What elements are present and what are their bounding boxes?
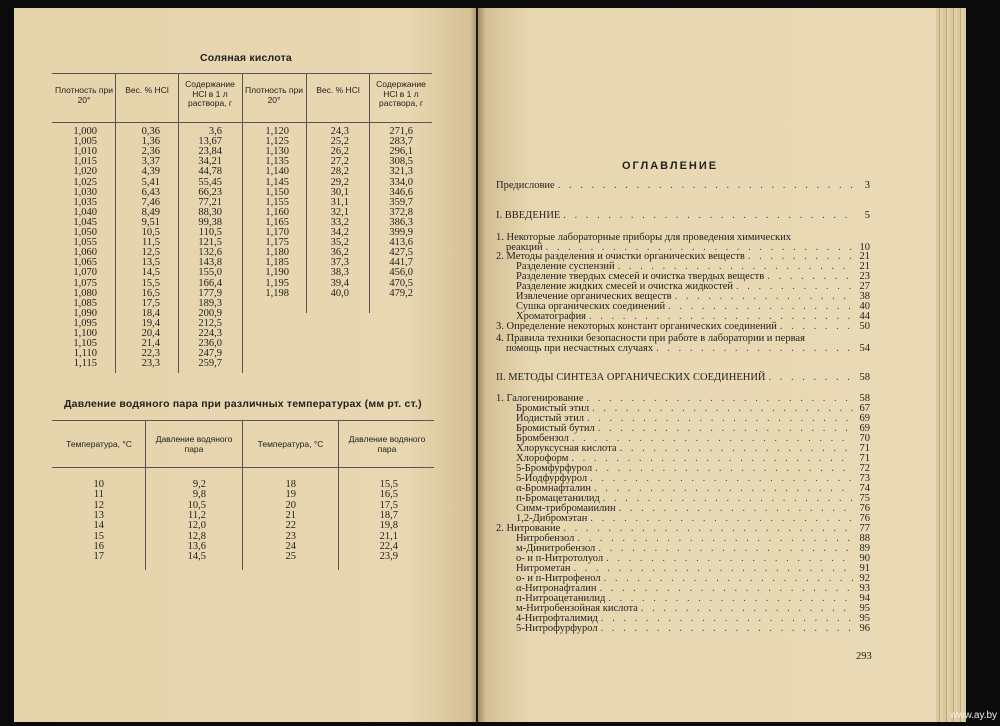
toc-entry-label: Иодистый этил	[516, 413, 584, 424]
toc-entry-page: 76	[859, 513, 870, 524]
toc-entry-page: 77	[859, 523, 870, 534]
hcl-cell: 19,4	[141, 317, 160, 329]
hcl-header-content: Содержание HCl в 1 л раствора, г	[185, 79, 235, 108]
toc-entry-label: 4-Нитрофталимид	[516, 613, 598, 624]
hcl-cell: 271,6	[389, 126, 413, 137]
hcl-cell: 470,5	[389, 277, 413, 289]
hcl-cell: 1,095	[73, 317, 97, 329]
hcl-cell: 4,39	[141, 166, 160, 178]
hcl-cell: 24,3	[330, 126, 349, 137]
hcl-cell: 346,6	[389, 186, 413, 198]
hcl-cell: 1,165	[265, 216, 289, 228]
hcl-cell: 236,0	[198, 338, 222, 350]
toc-entry-page: 93	[859, 583, 870, 594]
toc-entry-page: 95	[859, 603, 870, 614]
toc-entry-label: 5-Нитрофурфурол	[516, 623, 598, 634]
hcl-cell: 1,060	[73, 247, 97, 259]
hcl-cell: 2,36	[141, 146, 160, 158]
toc-entry-page: 3	[864, 180, 870, 191]
toc-entry-label: о- и п-Нитротолуол	[516, 553, 604, 564]
toc-entry-label: 1. Некоторые лабораторные приборы для проведения химических	[496, 232, 791, 243]
toc-leader-dots	[656, 343, 853, 355]
toc-entry-label: Нитробензол	[516, 533, 575, 544]
hcl-cell: 1,120	[265, 126, 289, 137]
vapor-cell: 17	[93, 551, 104, 563]
page-edge-stack	[936, 8, 966, 722]
hcl-cell: 9,51	[141, 216, 160, 228]
toc-entry-label: 1,2-Дибромэтан	[516, 513, 588, 524]
hcl-cell: 40,0	[330, 287, 349, 299]
book-gutter	[470, 8, 486, 722]
hcl-header-weight: Вес. % HCl	[125, 85, 169, 95]
hcl-cell: 1,170	[265, 227, 289, 238]
hcl-header-weight: Вес. % HCl	[316, 85, 360, 95]
toc-entry-page: 21	[859, 251, 870, 262]
toc-entry-label: п-Бромацетанилид	[516, 493, 600, 504]
hcl-cell: 36,2	[330, 247, 349, 259]
hcl-table-title: Соляная кислота	[200, 52, 292, 64]
hcl-cell: 1,085	[73, 297, 97, 309]
hcl-cell: 1,035	[73, 196, 97, 208]
vapor-cell: 15	[93, 530, 104, 542]
vapor-cell: 13	[93, 509, 104, 521]
toc-entry-label: м-Динитробензол	[516, 543, 596, 554]
toc-entry-label: α-Нитронафталин	[516, 583, 597, 594]
hcl-cell: 1,030	[73, 186, 97, 198]
vapor-cell: 20	[285, 499, 296, 511]
toc-entry-label: Хлоруксусная кислота	[516, 443, 617, 454]
vapor-cell: 12,8	[187, 530, 206, 542]
hcl-cell: 17,5	[141, 297, 160, 309]
hcl-cell: 1,155	[265, 196, 289, 208]
hcl-cell: 55,45	[198, 176, 222, 188]
toc-entry-page: 58	[859, 372, 870, 383]
hcl-col-divider	[115, 73, 116, 373]
toc-entry-page: 44	[859, 311, 870, 322]
vapor-top-rule	[52, 420, 434, 421]
hcl-cell: 1,040	[73, 206, 97, 218]
hcl-cell: 1,020	[73, 166, 97, 178]
hcl-cell: 479,2	[389, 287, 413, 299]
toc-entry-label: Сушка органических соединений	[516, 301, 666, 312]
vapor-cell: 16,5	[379, 489, 398, 501]
hcl-cell: 20,4	[141, 328, 160, 339]
hcl-cell: 121,5	[198, 237, 222, 249]
toc-entry-label: о- и п-Нитрофенол	[516, 573, 601, 584]
toc-entry-page: 27	[859, 281, 870, 292]
vapor-cell: 11,2	[188, 509, 206, 521]
vapor-cell: 13,6	[187, 540, 206, 552]
toc-entry-page: 74	[859, 483, 870, 494]
hcl-cell: 38,3	[330, 267, 349, 279]
hcl-cell: 10,5	[141, 227, 160, 238]
toc-entry-label: реакций	[506, 242, 543, 253]
hcl-cell: 15,5	[141, 277, 160, 289]
toc-entry-label: α-Бромнафталин	[516, 483, 592, 494]
toc-entry-page: 92	[859, 573, 870, 584]
toc-entry-label: 4. Правила техники безопасности при работе в лаборатории и первая	[496, 333, 805, 344]
hcl-cell: 88,30	[198, 206, 222, 218]
vapor-cell: 9,8	[192, 489, 206, 501]
hcl-cell: 0,36	[141, 126, 160, 137]
hcl-cell: 441,7	[389, 257, 413, 269]
hcl-cell: 166,4	[198, 277, 222, 289]
hcl-cell: 27,2	[330, 156, 349, 168]
toc-entry	[496, 623, 870, 635]
toc-entry-page: 95	[859, 613, 870, 624]
hcl-cell: 1,190	[265, 267, 289, 279]
toc-entry	[496, 321, 870, 333]
toc-entry-label: 5-Иодфурфурол	[516, 473, 588, 484]
toc-title: ОГЛАВЛЕНИЕ	[622, 160, 719, 172]
toc-leader-dots	[601, 623, 853, 635]
toc-entry-label: Бромбензол	[516, 433, 569, 444]
hcl-cell: 1,115	[73, 358, 97, 370]
vapor-header-temp: Температура, °С	[257, 439, 324, 449]
toc-entry-label: помощь при несчастных случаях	[506, 343, 654, 354]
hcl-cell: 1,185	[265, 257, 289, 269]
hcl-cell: 13,67	[198, 136, 222, 148]
vapor-col-divider	[145, 420, 146, 570]
toc-entry-label: Предисловие	[496, 180, 555, 191]
vapor-cell: 19,8	[379, 520, 398, 532]
toc-entry-page: 70	[859, 433, 870, 444]
vapor-cell: 22,4	[379, 540, 398, 552]
toc-entry-page: 38	[859, 291, 870, 302]
hcl-cell: 372,8	[389, 206, 413, 218]
hcl-cell: 212,5	[198, 317, 222, 329]
hcl-cell: 77,21	[198, 196, 222, 208]
hcl-cell: 14,5	[141, 267, 160, 279]
toc-entry-label: Хлороформ	[516, 453, 569, 464]
hcl-header-content: Содержание HCl в 1 л раствора, г	[376, 79, 426, 108]
hcl-cell: 16,5	[141, 287, 160, 299]
vapor-cell: 23	[285, 530, 296, 542]
vapor-cell: 21	[285, 509, 296, 521]
vapor-cell: 18,7	[379, 509, 398, 521]
hcl-cell: 177,9	[198, 287, 222, 299]
vapor-cell: 25	[285, 551, 296, 563]
hcl-col-divider	[306, 73, 307, 313]
toc-leader-dots	[769, 372, 854, 384]
hcl-cell: 1,140	[265, 166, 289, 178]
hcl-cell: 1,110	[73, 348, 97, 360]
toc-entry-label: II. МЕТОДЫ СИНТЕЗА ОРГАНИЧЕСКИХ СОЕДИНЕНИЙ	[496, 372, 766, 383]
hcl-cell: 7,46	[141, 196, 160, 208]
vapor-cell: 12,0	[187, 520, 206, 532]
toc-entry-page: 54	[859, 343, 870, 354]
hcl-cell: 1,080	[73, 287, 97, 299]
hcl-cell: 1,010	[73, 146, 97, 158]
toc-entry	[496, 210, 870, 222]
hcl-cell: 34,21	[198, 156, 222, 168]
toc-entry-page: 75	[859, 493, 870, 504]
toc-entry-page: 21	[859, 261, 870, 272]
toc-leader-dots	[558, 180, 853, 192]
hcl-cell: 1,015	[73, 156, 97, 168]
vapor-cell: 21,1	[379, 530, 398, 542]
hcl-cell: 1,150	[265, 186, 289, 198]
toc-entry-label: I. ВВЕДЕНИЕ	[496, 210, 561, 221]
hcl-cell: 37,3	[330, 257, 349, 269]
page-number: 293	[856, 651, 872, 662]
vapor-cell: 10	[93, 479, 104, 490]
hcl-cell: 427,5	[389, 247, 413, 259]
vapor-cell: 15,5	[379, 479, 398, 490]
vapor-cell: 12	[93, 499, 104, 511]
hcl-cell: 189,3	[198, 297, 222, 309]
toc-leader-dots	[780, 321, 853, 333]
toc-entry-label: Бромистый этил	[516, 403, 590, 414]
hcl-cell: 66,23	[198, 186, 222, 198]
hcl-cell: 1,145	[265, 176, 289, 188]
hcl-cell: 30,1	[330, 186, 349, 198]
hcl-cell: 34,2	[330, 227, 349, 238]
hcl-cell: 23,3	[141, 358, 160, 370]
hcl-cell: 1,105	[73, 338, 97, 350]
hcl-cell: 321,3	[389, 166, 413, 178]
toc-entry-page: 71	[859, 453, 870, 464]
hcl-cell: 22,3	[141, 348, 160, 360]
hcl-cell: 29,2	[330, 176, 349, 188]
toc-entry-page: 96	[859, 623, 870, 634]
hcl-cell: 1,135	[265, 156, 289, 168]
hcl-cell: 1,055	[73, 237, 97, 249]
hcl-cell: 26,2	[330, 146, 349, 158]
hcl-cell: 1,090	[73, 307, 97, 319]
hcl-cell: 143,8	[198, 257, 222, 269]
hcl-cell: 12,5	[141, 247, 160, 259]
hcl-cell: 132,6	[198, 247, 222, 259]
vapor-cell: 14	[93, 520, 104, 532]
toc-entry-label: Извлечение органических веществ	[516, 291, 672, 302]
toc-entry-label: Симм-трибромаиилин	[516, 503, 616, 514]
toc-entry-page: 89	[859, 543, 870, 554]
toc-entry-label: Разделение твердых смесей и очистка твердых веществ	[516, 271, 765, 282]
hcl-cell: 247,9	[198, 348, 222, 360]
vapor-header-temp: Температура, °С	[66, 439, 132, 449]
toc-entry-page: 50	[859, 321, 870, 332]
toc-entry-page: 40	[859, 301, 870, 312]
vapor-col-divider	[338, 420, 339, 570]
vapor-cell: 16	[93, 540, 104, 552]
toc-entry-page: 69	[859, 413, 870, 424]
hcl-cell: 110,5	[198, 227, 222, 238]
hcl-cell: 1,075	[73, 277, 97, 289]
toc-entry-label: 2. Методы разделения и очистки органических веществ	[496, 251, 745, 262]
toc-entry	[496, 180, 870, 192]
vapor-cell: 17,5	[379, 499, 398, 511]
hcl-cell: 456,0	[389, 267, 413, 279]
hcl-cell: 1,125	[265, 136, 289, 148]
hcl-cell: 283,7	[389, 136, 413, 148]
hcl-cell: 23,84	[198, 146, 222, 158]
toc-entry-label: 3. Определение некоторых констант органических соединений	[496, 321, 777, 332]
toc-entry-page: 5	[864, 210, 870, 221]
hcl-cell: 413,6	[389, 237, 413, 249]
vapor-cell: 23,9	[379, 551, 398, 563]
hcl-cell: 1,130	[265, 146, 289, 158]
toc-entry-label: Разделение жидких смесей и очистка жидкостей	[516, 281, 734, 292]
hcl-cell: 1,36	[141, 136, 160, 148]
toc-entry-label: Бромистый бутил	[516, 423, 595, 434]
hcl-cell: 1,180	[265, 247, 289, 259]
hcl-cell: 1,065	[73, 257, 97, 269]
toc-entry-page: 72	[859, 463, 870, 474]
hcl-cell: 99,38	[198, 216, 222, 228]
hcl-cell: 334,0	[389, 176, 413, 188]
toc-entry-page: 71	[859, 443, 870, 454]
hcl-cell: 308,5	[389, 156, 413, 168]
hcl-cell: 33,2	[330, 216, 349, 228]
toc-entry-page: 91	[859, 563, 870, 574]
toc-entry-page: 58	[859, 393, 870, 404]
toc-entry	[496, 343, 870, 355]
hcl-cell: 21,4	[141, 338, 160, 350]
toc-entry-page: 94	[859, 593, 870, 604]
hcl-cell: 155,0	[198, 267, 222, 279]
vapor-cell: 24	[285, 540, 296, 552]
toc-entry-page: 67	[859, 403, 870, 414]
hcl-cell: 8,49	[141, 206, 160, 218]
vapor-cell: 11	[93, 489, 104, 501]
watermark: www.ay.by	[950, 710, 998, 721]
toc-entry-page: 23	[859, 271, 870, 282]
toc-entry	[496, 372, 870, 384]
toc-entry-label: Разделение суспензий	[516, 261, 615, 272]
toc-entry-page: 76	[859, 503, 870, 514]
hcl-cell: 296,1	[389, 146, 413, 158]
vapor-col-divider	[242, 420, 243, 570]
hcl-col-divider	[369, 73, 370, 313]
toc-entry-label: п-Нитроацетанилид	[516, 593, 606, 604]
toc-entry-label: 5-Бромфурфурол	[516, 463, 593, 474]
hcl-cell: 6,43	[141, 186, 160, 198]
toc-entry-page: 90	[859, 553, 870, 564]
toc-entry-label: м-Нитробензойная кислота	[516, 603, 638, 614]
hcl-cell: 386,3	[389, 216, 413, 228]
hcl-cell: 259,7	[198, 358, 222, 370]
vapor-cell: 14,5	[187, 551, 206, 563]
hcl-cell: 25,2	[330, 136, 349, 148]
hcl-cell: 39,4	[330, 277, 349, 289]
vapor-header-pressure: Давление водяного пара	[348, 434, 426, 454]
vapor-header-rule	[52, 467, 434, 468]
hcl-cell: 1,025	[73, 176, 97, 188]
hcl-cell: 1,160	[265, 206, 289, 218]
toc-entry-page: 73	[859, 473, 870, 484]
hcl-cell: 18,4	[141, 307, 160, 319]
vapor-header-pressure: Давление водяного пара	[155, 434, 233, 454]
hcl-cell: 13,5	[141, 257, 160, 269]
hcl-cell: 1,195	[265, 277, 289, 289]
toc-entry-label: 2. Нитрование	[496, 523, 561, 534]
vapor-cell: 19	[285, 489, 296, 501]
hcl-header-density: Плотность при 20°	[54, 85, 114, 105]
vapor-cell: 9,2	[192, 479, 206, 490]
hcl-cell: 1,000	[73, 126, 97, 137]
toc-entry-label: Нитрометан	[516, 563, 571, 574]
toc-entry-label: Хроматография	[516, 311, 587, 322]
hcl-col-divider	[242, 73, 243, 373]
hcl-cell: 11,5	[142, 237, 160, 249]
toc-entry-page: 10	[859, 242, 870, 253]
hcl-cell: 35,2	[330, 237, 349, 249]
hcl-cell: 3,37	[141, 156, 160, 168]
hcl-header-density: Плотность при 20°	[244, 85, 304, 105]
hcl-cell: 44,78	[198, 166, 222, 178]
hcl-cell: 3,6	[208, 126, 222, 137]
toc-entry-page: 69	[859, 423, 870, 434]
hcl-cell: 1,175	[265, 237, 289, 249]
hcl-cell: 1,050	[73, 227, 97, 238]
hcl-cell: 1,100	[73, 328, 97, 339]
vapor-cell: 18	[285, 479, 296, 490]
hcl-cell: 32,1	[330, 206, 349, 218]
vapor-table-title: Давление водяного пара при различных температурах (мм рт. ст.)	[64, 398, 422, 410]
hcl-cell: 1,005	[73, 136, 97, 148]
hcl-cell: 200,9	[198, 307, 222, 319]
hcl-cell: 1,198	[265, 287, 289, 299]
hcl-cell: 399,9	[389, 227, 413, 238]
hcl-cell: 1,045	[73, 216, 97, 228]
hcl-cell: 224,3	[198, 328, 222, 339]
hcl-cell: 31,1	[330, 196, 349, 208]
hcl-col-divider	[178, 73, 179, 373]
toc-entry-label: 1. Галогенирование	[496, 393, 584, 404]
toc-entry-page: 88	[859, 533, 870, 544]
vapor-cell: 10,5	[187, 499, 206, 511]
hcl-cell: 359,7	[389, 196, 413, 208]
hcl-cell: 1,070	[73, 267, 97, 279]
hcl-cell: 28,2	[330, 166, 349, 178]
hcl-cell: 5,41	[141, 176, 160, 188]
toc-leader-dots	[563, 210, 853, 222]
vapor-cell: 22	[285, 520, 296, 532]
